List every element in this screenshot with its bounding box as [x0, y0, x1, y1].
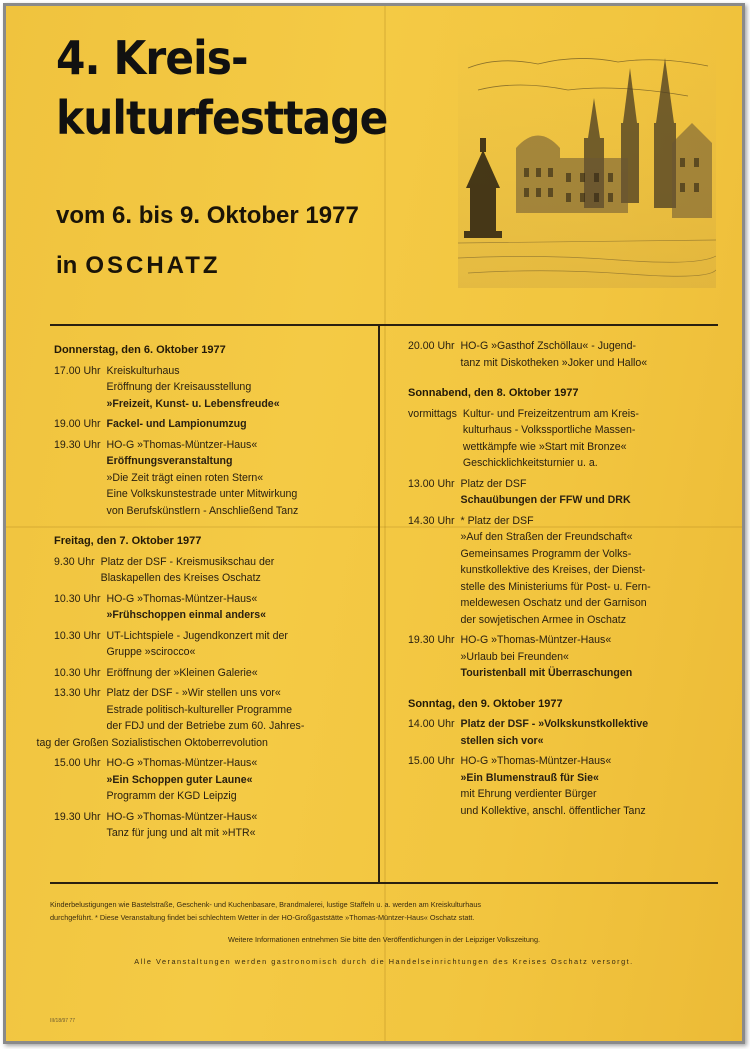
- event-line: kulturhaus - Volkssportliche Massen-: [462, 424, 636, 436]
- event-line: * Platz der DSF: [460, 514, 534, 527]
- footer-line-1: Kinderbelustigungen wie Bastelstraße, Geschenk- und Kuchenbasare, Brandmalerei, lustige Staffeln u. a. werden am Kreiskulturhaus: [50, 900, 482, 909]
- vertical-fold-line: [384, 6, 386, 1041]
- event-line: Eine Volkskunstestrade unter Mitwirkung: [106, 488, 298, 500]
- event-fri-1330: [36, 685, 370, 751]
- event-line: Gruppe »scirocco«: [106, 646, 196, 658]
- event-line: Gemeinsames Programm der Volks-: [460, 547, 632, 560]
- event-thu-1900: [54, 416, 370, 433]
- event-line: »Frühschoppen einmal anders«: [106, 609, 267, 621]
- event-line: Geschicklichkeitsturnier u. a.: [462, 457, 598, 469]
- event-line: Tanz für jung und alt mit »HTR«: [106, 827, 256, 839]
- event-time: 15.00 Uhr: [408, 755, 455, 767]
- event-line: »Die Zeit trägt einen roten Stern«: [106, 471, 264, 484]
- event-line: und Kollektive, anschl. öffentlicher Tanz: [460, 804, 646, 817]
- event-line: »Freizeit, Kunst- u. Lebensfreude«: [106, 397, 280, 410]
- event-time: 17.00 Uhr: [54, 364, 101, 377]
- program-left-column: [36, 338, 370, 846]
- event-line: »Urlaub bei Freunden«: [460, 650, 569, 663]
- footer-line-2: durchgeführt. * Diese Veranstaltung findet bei schlechtem Wetter in der HO-Großgaststätte »Thomas-Müntzer-Haus« Oschatz statt.: [50, 913, 475, 922]
- event-fri-2000: [408, 338, 708, 371]
- event-line: meldewesen Oschatz und der Garnison: [460, 597, 647, 609]
- event-line: tag der Großen Sozialistischen Oktoberrevolution: [36, 736, 268, 749]
- poster-title: [56, 28, 387, 148]
- event-time: 19.30 Uhr: [54, 438, 101, 451]
- event-sat-1930: [408, 632, 708, 682]
- poster-footer: [50, 898, 718, 977]
- event-line: HO-G »Thomas-Müntzer-Haus«: [460, 634, 612, 646]
- date-range: vom 6. bis 9. Oktober 1977: [56, 202, 359, 229]
- day-heading-thursday: Donnerstag, den 6. Oktober 1977: [54, 344, 226, 356]
- event-line: tanz mit Diskotheken »Joker und Hallo«: [460, 356, 648, 369]
- event-time: 19.00 Uhr: [54, 418, 101, 430]
- event-line: wettkämpfe wie »Start mit Bronze«: [462, 440, 627, 453]
- event-line: von Berufskünstlern - Anschließend Tanz: [106, 504, 299, 517]
- event-time: 20.00 Uhr: [408, 340, 455, 352]
- event-time: 10.30 Uhr: [54, 629, 101, 642]
- event-line: HO-G »Gasthof Zschöllau« - Jugend-: [460, 340, 636, 352]
- event-line: stelle des Ministeriums für Post- u. Fern-: [460, 580, 651, 593]
- event-fri-1030-c: [54, 665, 370, 682]
- event-line: HO-G »Thomas-Müntzer-Haus«: [106, 438, 258, 451]
- event-line: Blaskapellen des Kreises Oschatz: [100, 572, 261, 584]
- footer-line-4: Alle Veranstaltungen werden gastronomisch durch die Handelseinrichtungen des Kreises Oschatz versorgt.: [134, 957, 634, 966]
- event-line: kunstkollektive des Kreises, der Dienst-: [460, 564, 646, 576]
- program-column-divider: [378, 324, 380, 884]
- town-sketch-illustration: [458, 28, 716, 288]
- poster: [6, 6, 742, 1041]
- event-line: HO-G »Thomas-Müntzer-Haus«: [106, 810, 258, 823]
- event-thu-1700: [54, 363, 370, 413]
- footer-line-3: Weitere Informationen entnehmen Sie bitte den Veröffentlichungen in der Leipziger Volkszeitung.: [227, 935, 541, 944]
- day-heading-friday: Freitag, den 7. Oktober 1977: [54, 535, 202, 547]
- event-line: HO-G »Thomas-Müntzer-Haus«: [460, 755, 612, 767]
- event-fri-1500: [54, 755, 370, 805]
- event-line: Platz der DSF - »Volkskunstkollektive: [460, 718, 649, 730]
- event-line: Fackel- und Lampionumzug: [106, 418, 247, 430]
- event-sat-1430: [408, 513, 708, 629]
- event-sun-1500: [408, 753, 708, 819]
- event-line: Platz der DSF: [460, 477, 527, 490]
- event-line: Platz der DSF - Kreismusikschau der: [100, 555, 275, 568]
- event-sat-1300: [408, 476, 708, 509]
- event-time: 10.30 Uhr: [54, 666, 101, 679]
- event-line: Platz der DSF - »Wir stellen uns vor«: [106, 687, 281, 699]
- event-time: 10.30 Uhr: [54, 592, 101, 605]
- title-line-1: 4. Kreis-: [56, 31, 248, 85]
- title-line-2: kulturfesttage: [56, 91, 388, 145]
- event-line: »Ein Blumenstrauß für Sie«: [460, 771, 599, 784]
- event-time: 13.00 Uhr: [408, 477, 455, 490]
- place-prefix: in: [56, 252, 78, 279]
- event-line: HO-G »Thomas-Müntzer-Haus«: [106, 757, 258, 769]
- event-line: der FDJ und der Betriebe zum 60. Jahres-: [106, 720, 305, 732]
- event-line: Eröffnungsveranstaltung: [106, 455, 233, 467]
- event-sun-1400: [408, 716, 708, 749]
- event-line: Programm der KGD Leipzig: [106, 790, 237, 802]
- event-time: 9.30 Uhr: [54, 555, 95, 568]
- event-time: 15.00 Uhr: [54, 757, 101, 769]
- event-line: HO-G »Thomas-Müntzer-Haus«: [106, 592, 258, 605]
- event-line: »Ein Schoppen guter Laune«: [106, 773, 253, 786]
- day-heading-sunday: Sonntag, den 9. Oktober 1977: [408, 697, 563, 710]
- event-line: UT-Lichtspiele - Jugendkonzert mit der: [106, 629, 288, 642]
- event-sat-morning: [408, 406, 708, 472]
- event-line: mit Ehrung verdienter Bürger: [460, 788, 597, 800]
- event-line: Estrade politisch-kultureller Programme: [106, 703, 292, 716]
- event-line: Kreiskulturhaus: [106, 364, 180, 377]
- event-fri-1930: [54, 809, 370, 842]
- event-line: Schauübungen der FFW und DRK: [460, 494, 631, 506]
- event-line: Kultur- und Freizeitzentrum am Kreis-: [462, 407, 639, 420]
- program-right-column: [408, 338, 708, 823]
- event-line: Touristenball mit Überraschungen: [460, 667, 633, 679]
- event-line: Eröffnung der »Kleinen Galerie«: [106, 666, 258, 679]
- program-top-rule: [50, 324, 718, 326]
- event-time: 19.30 Uhr: [54, 810, 101, 823]
- event-line: »Auf den Straßen der Freundschaft«: [460, 531, 633, 543]
- print-imprint: III/18/97 77: [50, 1018, 76, 1024]
- place-name: OSCHATZ: [85, 252, 221, 279]
- event-fri-0930: [54, 554, 370, 587]
- event-time: vormittags: [408, 407, 457, 420]
- event-time: 14.00 Uhr: [408, 718, 455, 730]
- event-thu-1930: [54, 437, 370, 520]
- event-time: 14.30 Uhr: [408, 514, 455, 527]
- event-time: 19.30 Uhr: [408, 634, 455, 646]
- place-line: [56, 252, 221, 280]
- event-line: stellen sich vor«: [460, 734, 544, 747]
- day-heading-saturday: Sonnabend, den 8. Oktober 1977: [408, 387, 579, 399]
- event-fri-1030-b: [54, 628, 370, 661]
- event-line: Eröffnung der Kreisausstellung: [106, 381, 252, 393]
- event-time: 13.30 Uhr: [54, 687, 101, 699]
- event-fri-1030-a: [54, 591, 370, 624]
- event-line: der sowjetischen Armee in Oschatz: [460, 613, 626, 626]
- program-bottom-rule: [50, 882, 718, 884]
